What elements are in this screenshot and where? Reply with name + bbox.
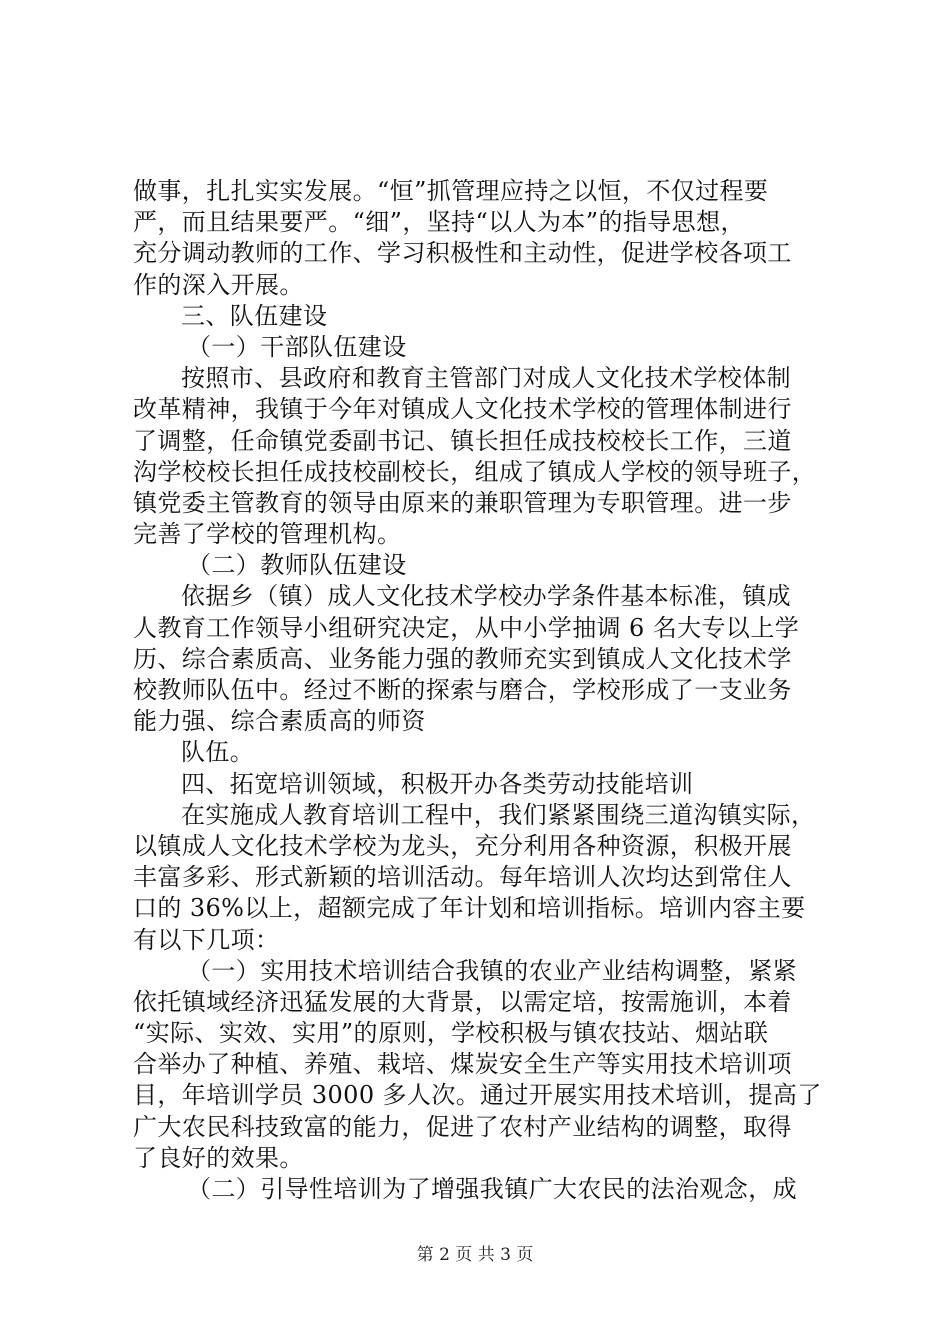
page-footer: 第 2 页 共 3 页 (416, 1245, 534, 1265)
text-line: 能力强、综合素质高的师资 (133, 707, 426, 736)
text-line: 充分调动教师的工作、学习积极性和主动性，促进学校各项工 (133, 239, 792, 268)
text-line: 按照市、县政府和教育主管部门对成人文化技术学校体制 (181, 364, 791, 393)
text-line: 了良好的效果。 (133, 1143, 304, 1172)
text-line: 了调整，任命镇党委副书记、镇长担任成技校校长工作，三道 (133, 426, 792, 455)
text-line: 镇党委主管教育的领导由原来的兼职管理为专职管理。进一步 (133, 488, 792, 517)
text-line: 依据乡（镇）成人文化技术学校办学条件基本标准，镇成 (181, 582, 791, 611)
text-line: 依托镇域经济迅猛发展的大背景，以需定培，按需施训，本着 (133, 987, 792, 1016)
text-line: 队伍。 (181, 738, 255, 767)
text-line: 沟学校校长担任成技校副校长，组成了镇成人学校的领导班子， (133, 457, 817, 486)
text-line: 有以下几项： (133, 925, 280, 954)
text-line: 口的 36%以上，超额完成了年计划和培训指标。培训内容主要 (133, 894, 806, 923)
text-line: 合举办了种植、养殖、栽培、煤炭安全生产等实用技术培训项 (133, 1050, 792, 1079)
text-line: （一）实用技术培训结合我镇的农业产业结构调整，紧紧 (187, 956, 797, 985)
section-heading: 四、拓宽培训领域，积极开办各类劳动技能培训 (181, 769, 694, 798)
subsection-heading: （二）教师队伍建设 (187, 551, 407, 580)
document-body (133, 176, 833, 1205)
text-line: 严，而且结果要严。“细”，坚持“以人为本”的指导思想， (133, 208, 745, 237)
section-heading: 三、队伍建设 (181, 301, 328, 330)
text-line: “实际、实效、实用”的原则，学校积极与镇农技站、烟站联 (133, 1019, 769, 1048)
text-line: 改革精神，我镇于今年对镇成人文化技术学校的管理体制进行 (133, 395, 792, 424)
text-line: 作的深入开展。 (133, 270, 304, 299)
text-line: 历、综合素质高、业务能力强的教师充实到镇成人文化技术学 (133, 644, 792, 673)
text-line: 丰富多彩、形式新颖的培训活动。每年培训人次均达到常住人 (133, 863, 792, 892)
subsection-heading: （一）干部队伍建设 (187, 332, 407, 361)
text-line: 完善了学校的管理机构。 (133, 520, 402, 549)
text-line: 以镇成人文化技术学校为龙头，充分利用各种资源，积极开展 (133, 831, 792, 860)
text-line: 广大农民科技致富的能力，促进了农村产业结构的调整，取得 (133, 1112, 792, 1141)
text-line: 目，年培训学员 3000 多人次。通过开展实用技术培训，提高了 (133, 1081, 822, 1110)
text-line: 校教师队伍中。经过不断的探索与磨合，学校形成了一支业务 (133, 676, 792, 704)
text-line: 在实施成人教育培训工程中，我们紧紧围绕三道沟镇实际， (181, 800, 816, 829)
text-line: 人教育工作领导小组研究决定，从中小学抽调 6 名大专以上学 (133, 613, 800, 642)
text-line: （二）引导性培训为了增强我镇广大农民的法治观念，成 (187, 1175, 797, 1203)
text-line: 做事，扎扎实实发展。“恒”抓管理应持之以恒，不仅过程要 (133, 177, 769, 205)
